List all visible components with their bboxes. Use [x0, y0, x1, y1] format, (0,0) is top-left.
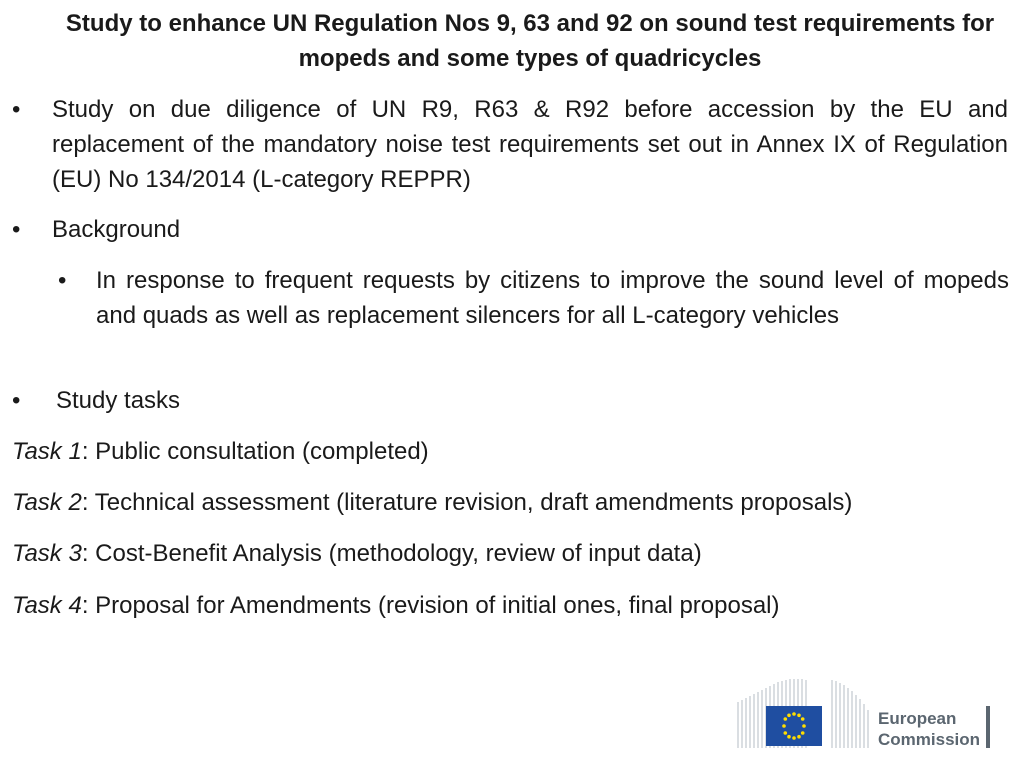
european-commission-logo — [736, 678, 996, 750]
logo-line-commission: Commission — [878, 730, 981, 749]
bullet-item-study-tasks — [12, 383, 956, 418]
task-description: : Public consultation (completed) — [81, 438, 429, 465]
logo-divider-bar — [986, 706, 990, 748]
logo-line-european: European — [878, 709, 957, 728]
bullet-dot: • — [12, 216, 21, 243]
bullet-dot: • — [12, 96, 21, 123]
task-name: Task 4 — [12, 592, 82, 619]
logo-wordmark — [878, 708, 980, 750]
task-name: Task 3 — [12, 540, 82, 567]
task-description: : Technical assessment (literature revision, draft amendments proposals) — [81, 489, 853, 516]
slide-title: Study to enhance UN Regulation Nos 9, 63 and 92 on sound test requirements for mopeds and some types of quadricycles — [65, 10, 995, 72]
task-row — [12, 536, 702, 571]
bullet-item-background — [12, 212, 1008, 247]
bullet-dot: • — [58, 267, 67, 294]
task-description: : Proposal for Amendments (revision of initial ones, final proposal) — [81, 592, 780, 619]
bullet-text: In response to frequent requests by citizens to improve the sound level of mopeds and quads as well as replacement silencers for all L-category vehicles — [96, 267, 1009, 329]
bullet-text: Study on due diligence of UN R9, R63 & R92 before accession by the EU and replacement of the mandatory noise test requirements set out in Annex IX of Regulation (EU) No 134/2014 (L-category REPPR) — [52, 96, 1008, 193]
task-name: Task 2 — [12, 489, 82, 516]
bullet-text: Background — [52, 216, 181, 243]
bullet-text: Study tasks — [56, 387, 181, 414]
task-row — [12, 434, 429, 469]
task-name: Task 1 — [12, 438, 82, 465]
sub-bullet-item-response — [58, 263, 1009, 333]
bullet-dot: • — [12, 387, 21, 414]
berlaymont-flag-icon — [736, 678, 876, 750]
task-description: : Cost-Benefit Analysis (methodology, review of input data) — [81, 540, 702, 567]
task-row — [12, 588, 780, 623]
bullet-item-study — [12, 92, 1008, 197]
task-row — [12, 485, 852, 520]
